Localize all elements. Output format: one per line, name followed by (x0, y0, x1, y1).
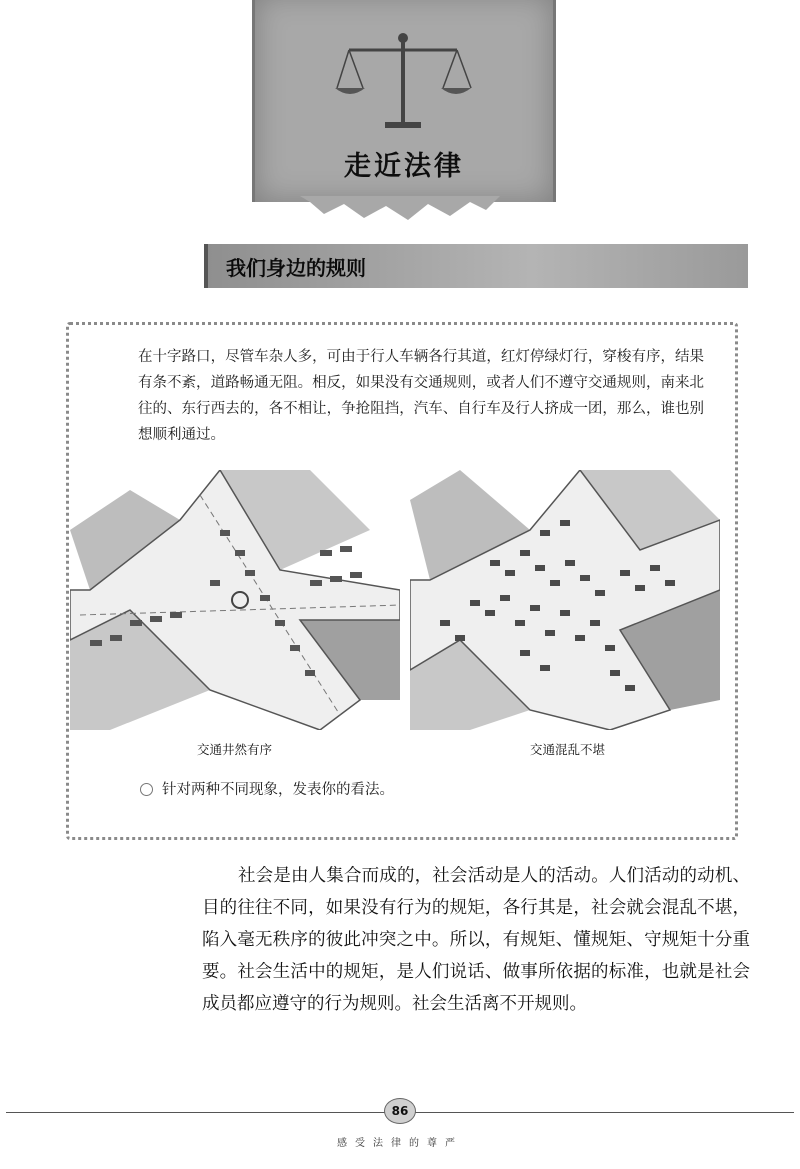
activity-paragraph (108, 344, 704, 448)
discussion-question (138, 778, 394, 799)
chapter-banner (252, 0, 556, 202)
orderly-traffic-caption: 交通井然有序 (197, 742, 273, 757)
chapter-title: 走近法律 (344, 151, 464, 182)
chaotic-traffic-caption: 交通混乱不堪 (530, 742, 606, 757)
chaotic-traffic-illustration (410, 470, 720, 730)
section-title: 我们身边的规则 (226, 256, 366, 280)
banner-tip (300, 196, 500, 224)
activity-paragraph-text: 在十字路口，尽管车杂人多，可由于行人车辆各行其道，红灯停绿灯行，穿梭有序，结果有条不紊，道路畅通无阻。相反，如果没有交通规则，或者人们不遵守交通规则，南来北往的、东行西去的，各不相让，争抢阻挡，汽车、自行车及行人挤成一团，那么，谁也别想顺利通过。 (138, 349, 704, 443)
footer-book-title: 感受法律的尊严 (337, 1138, 463, 1149)
body-paragraph-text: 社会是由人集合而成的，社会活动是人的活动。人们活动的动机、目的往往不同，如果没有行为的规矩，各行其是，社会就会混乱不堪，陷入毫无秩序的彼此冲突之中。所以，有规矩、懂规矩、守规矩十分重要。社会生活中的规矩，是人们说话、做事所依据的标准，也就是社会成员都应遵守的行为规则。社会生活离不开规则。 (202, 866, 750, 1014)
orderly-traffic-illustration (70, 470, 400, 730)
body-paragraph (202, 860, 750, 1020)
discussion-question-text: 针对两种不同现象，发表你的看法。 (162, 782, 394, 798)
page-number: 86 (384, 1098, 416, 1124)
scales-of-justice-icon (333, 30, 473, 140)
